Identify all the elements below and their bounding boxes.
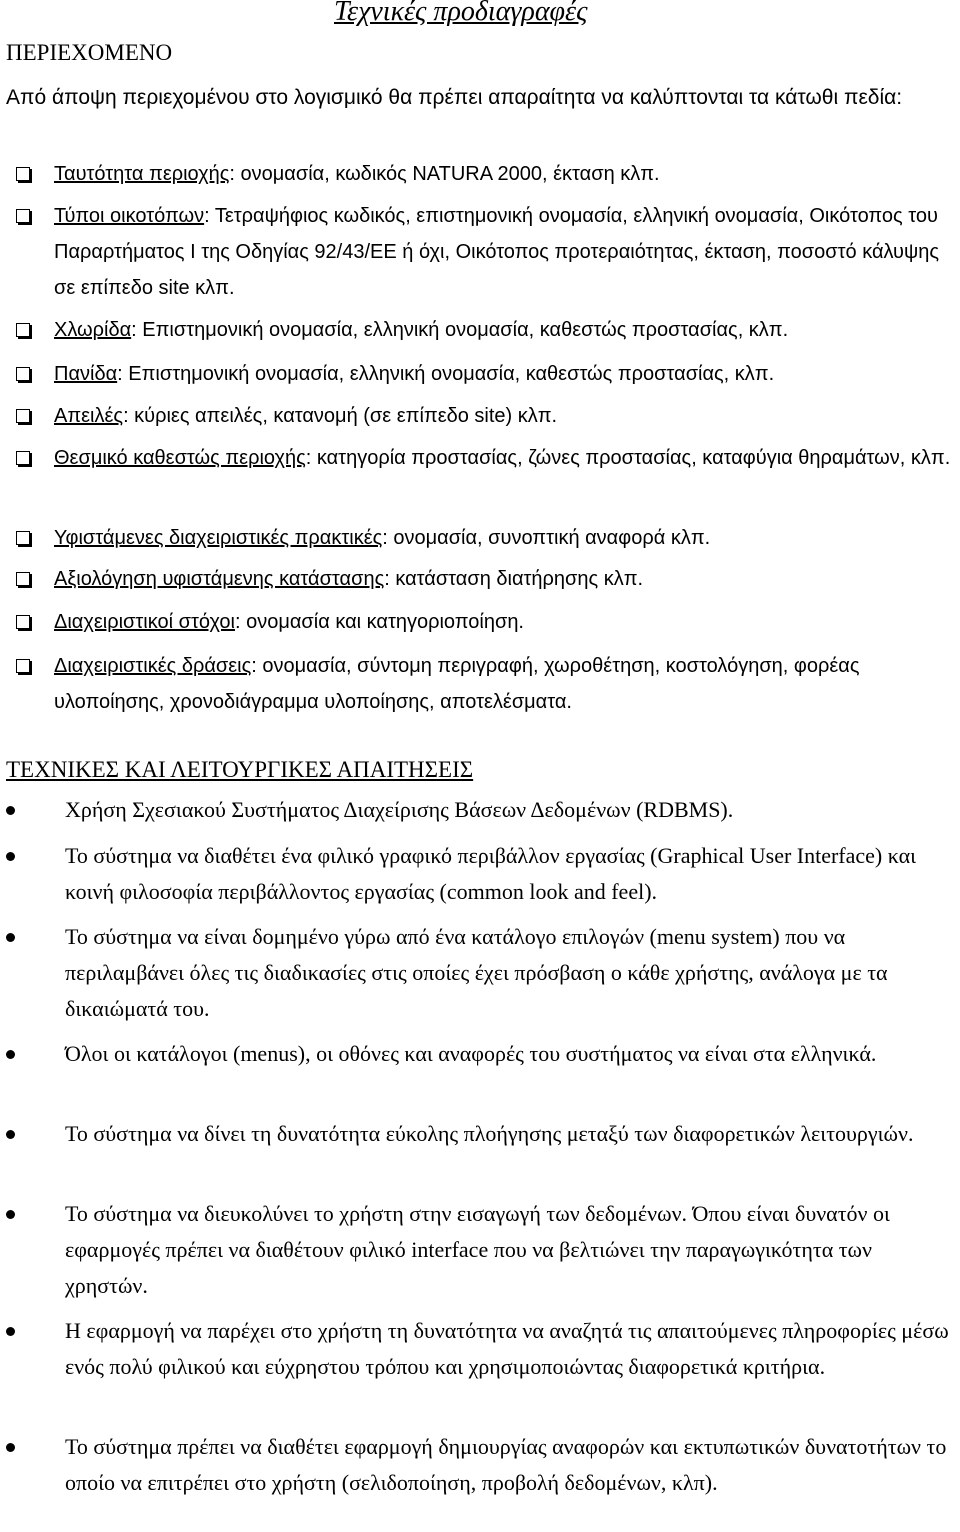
bullet-icon <box>6 1130 15 1139</box>
list-item-desc: : Επιστημονική ονομασία, ελληνική ονομασία, καθεστώς προστασίας, κλπ. <box>117 363 775 385</box>
section-heading-requirements: ΤΕΧΝΙΚΕΣ ΚΑΙ ΛΕΙΤΟΥΡΓΙΚΕΣ ΑΠΑΙΤΗΣΕΙΣ <box>6 757 474 782</box>
list-item-label: Θεσμικό καθεστώς περιοχής <box>54 447 306 469</box>
section-heading-content: ΠΕΡΙΕΧΟΜΕΝΟ <box>6 40 173 65</box>
list-item-label: Χλωρίδα <box>54 319 132 341</box>
list-item-text: Η εφαρμογή να παρέχει στο χρήστη τη δυνατότητα να αναζητά τις απαιτούμενες πληροφορίες μέσω ενός πολύ φιλικού και εύχρηστου τρόπου και χρησιμοποιώντας διαφορετικά κριτήρια. <box>65 1318 949 1379</box>
list-item-desc: : κύριες απειλές, κατανομή (σε επίπεδο site) κλπ. <box>123 405 558 427</box>
list-item-text <box>54 398 954 434</box>
list-item-text: Το σύστημα να διαθέτει ένα φιλικό γραφικό περιβάλλον εργασίας (Graphical User Interface) και κοινή φιλοσοφία περιβάλλοντος εργασίας (common look and feel). <box>65 843 917 904</box>
list-item-text <box>54 520 954 556</box>
list-item-label: Ταυτότητα περιοχής <box>54 163 230 185</box>
list-item-label: Διαχειριστικές δράσεις <box>54 655 252 677</box>
intro-paragraph: Από άποψη περιεχομένου στο λογισμικό θα πρέπει απαραίτητα να καλύπτονται τα κάτωθι πεδία: <box>6 86 903 109</box>
list-item-desc: : Επιστημονική ονομασία, ελληνική ονομασία, καθεστώς προστασίας, κλπ. <box>131 319 789 341</box>
bullet-icon <box>6 806 15 815</box>
list-item-text <box>54 198 954 306</box>
list-item-desc: : ονομασία, κωδικός NATURA 2000, έκταση κλπ. <box>229 163 660 185</box>
page-title: Τεχνικές προδιαγραφές <box>334 0 588 27</box>
checkbox-icon <box>16 451 30 465</box>
list-item-label: Διαχειριστικοί στόχοι <box>54 611 235 633</box>
list-item-desc: : κατάσταση διατήρησης κλπ. <box>384 568 644 590</box>
checkbox-icon <box>16 167 30 181</box>
list-item-text: Το σύστημα να δίνει τη δυνατότητα εύκολης πλοήγησης μεταξύ των διαφορετικών λειτουργιών. <box>65 1121 914 1146</box>
list-item-desc: : κατηγορία προστασίας, ζώνες προστασίας, καταφύγια θηραμάτων, κλπ. <box>305 447 951 469</box>
bullet-icon <box>6 933 15 942</box>
checkbox-icon <box>16 659 30 673</box>
list-item-text: Το σύστημα να διευκολύνει το χρήστη στην εισαγωγή των δεδομένων. Όπου είναι δυνατόν οι εφαρμογές πρέπει να διαθέτουν φιλικό interface που να βελτιώνει την παραγωγικότητα των χρηστών. <box>65 1201 890 1298</box>
list-item-desc: : Τετραψήφιος κωδικός, επιστημονική ονομασία, ελληνική ονομασία, Οικότοπος του Παραρτήματος Ι της Οδηγίας 92/43/ΕΕ ή όχι, Οικότοπος προτεραιότητας, έκταση, ποσοστό κάλυψης σε επίπεδο site κλπ. <box>54 205 939 299</box>
checkbox-icon <box>16 323 30 337</box>
list-item-text <box>54 648 954 720</box>
checkbox-icon <box>16 209 30 223</box>
checkbox-icon <box>16 367 30 381</box>
list-item-label: Πανίδα <box>54 363 118 385</box>
list-item-label: Απειλές <box>54 405 124 427</box>
list-item-label: Υφιστάμενες διαχειριστικές πρακτικές <box>54 527 383 549</box>
list-item-text: Χρήση Σχεσιακού Συστήματος Διαχείρισης Βάσεων Δεδομένων (RDBMS). <box>65 797 734 822</box>
list-item-text <box>54 604 954 640</box>
list-item-desc: : ονομασία και κατηγοριοποίηση. <box>234 611 524 633</box>
list-item-text <box>54 356 954 392</box>
bullet-icon <box>6 1050 15 1059</box>
checkbox-icon <box>16 615 30 629</box>
list-item-label: Αξιολόγηση υφιστάμενης κατάστασης <box>54 568 385 590</box>
bullet-icon <box>6 852 15 861</box>
checkbox-icon <box>16 409 30 423</box>
list-item-text <box>54 312 954 348</box>
list-item-desc: : ονομασία, σύντομη περιγραφή, χωροθέτηση, κοστολόγηση, φορέας υλοποίησης, χρονοδιάγραμμα υλοποίησης, αποτελέσματα. <box>54 655 860 713</box>
list-item-text: Όλοι οι κατάλογοι (menus), οι οθόνες και αναφορές του συστήματος να είναι στα ελληνικά. <box>65 1041 877 1066</box>
list-item-text: Το σύστημα να είναι δομημένο γύρω από ένα κατάλογο επιλογών (menu system) που να περιλαμβάνει όλες τις διαδικασίες στις οποίες έχει πρόσβαση ο κάθε χρήστης, ανάλογα με τα δικαιώματά του. <box>65 924 888 1021</box>
bullet-icon <box>6 1327 15 1336</box>
list-item-text <box>54 440 954 476</box>
list-item-text: Το σύστημα πρέπει να διαθέτει εφαρμογή δημιουργίας αναφορών και εκτυπωτικών δυνατοτήτων το οποίο να επιτρέπει στο χρήστη (σελιδοποίηση, προβολή δεδομένων, κλπ). <box>65 1434 947 1495</box>
list-item-label: Τύποι οικοτόπων <box>54 205 205 227</box>
list-item-text <box>54 156 954 192</box>
checkbox-icon <box>16 531 30 545</box>
checkbox-icon <box>16 572 30 586</box>
bullet-icon <box>6 1210 15 1219</box>
list-item-desc: : ονομασία, συνοπτική αναφορά κλπ. <box>382 527 711 549</box>
list-item-text <box>54 561 954 597</box>
bullet-icon <box>6 1443 15 1452</box>
